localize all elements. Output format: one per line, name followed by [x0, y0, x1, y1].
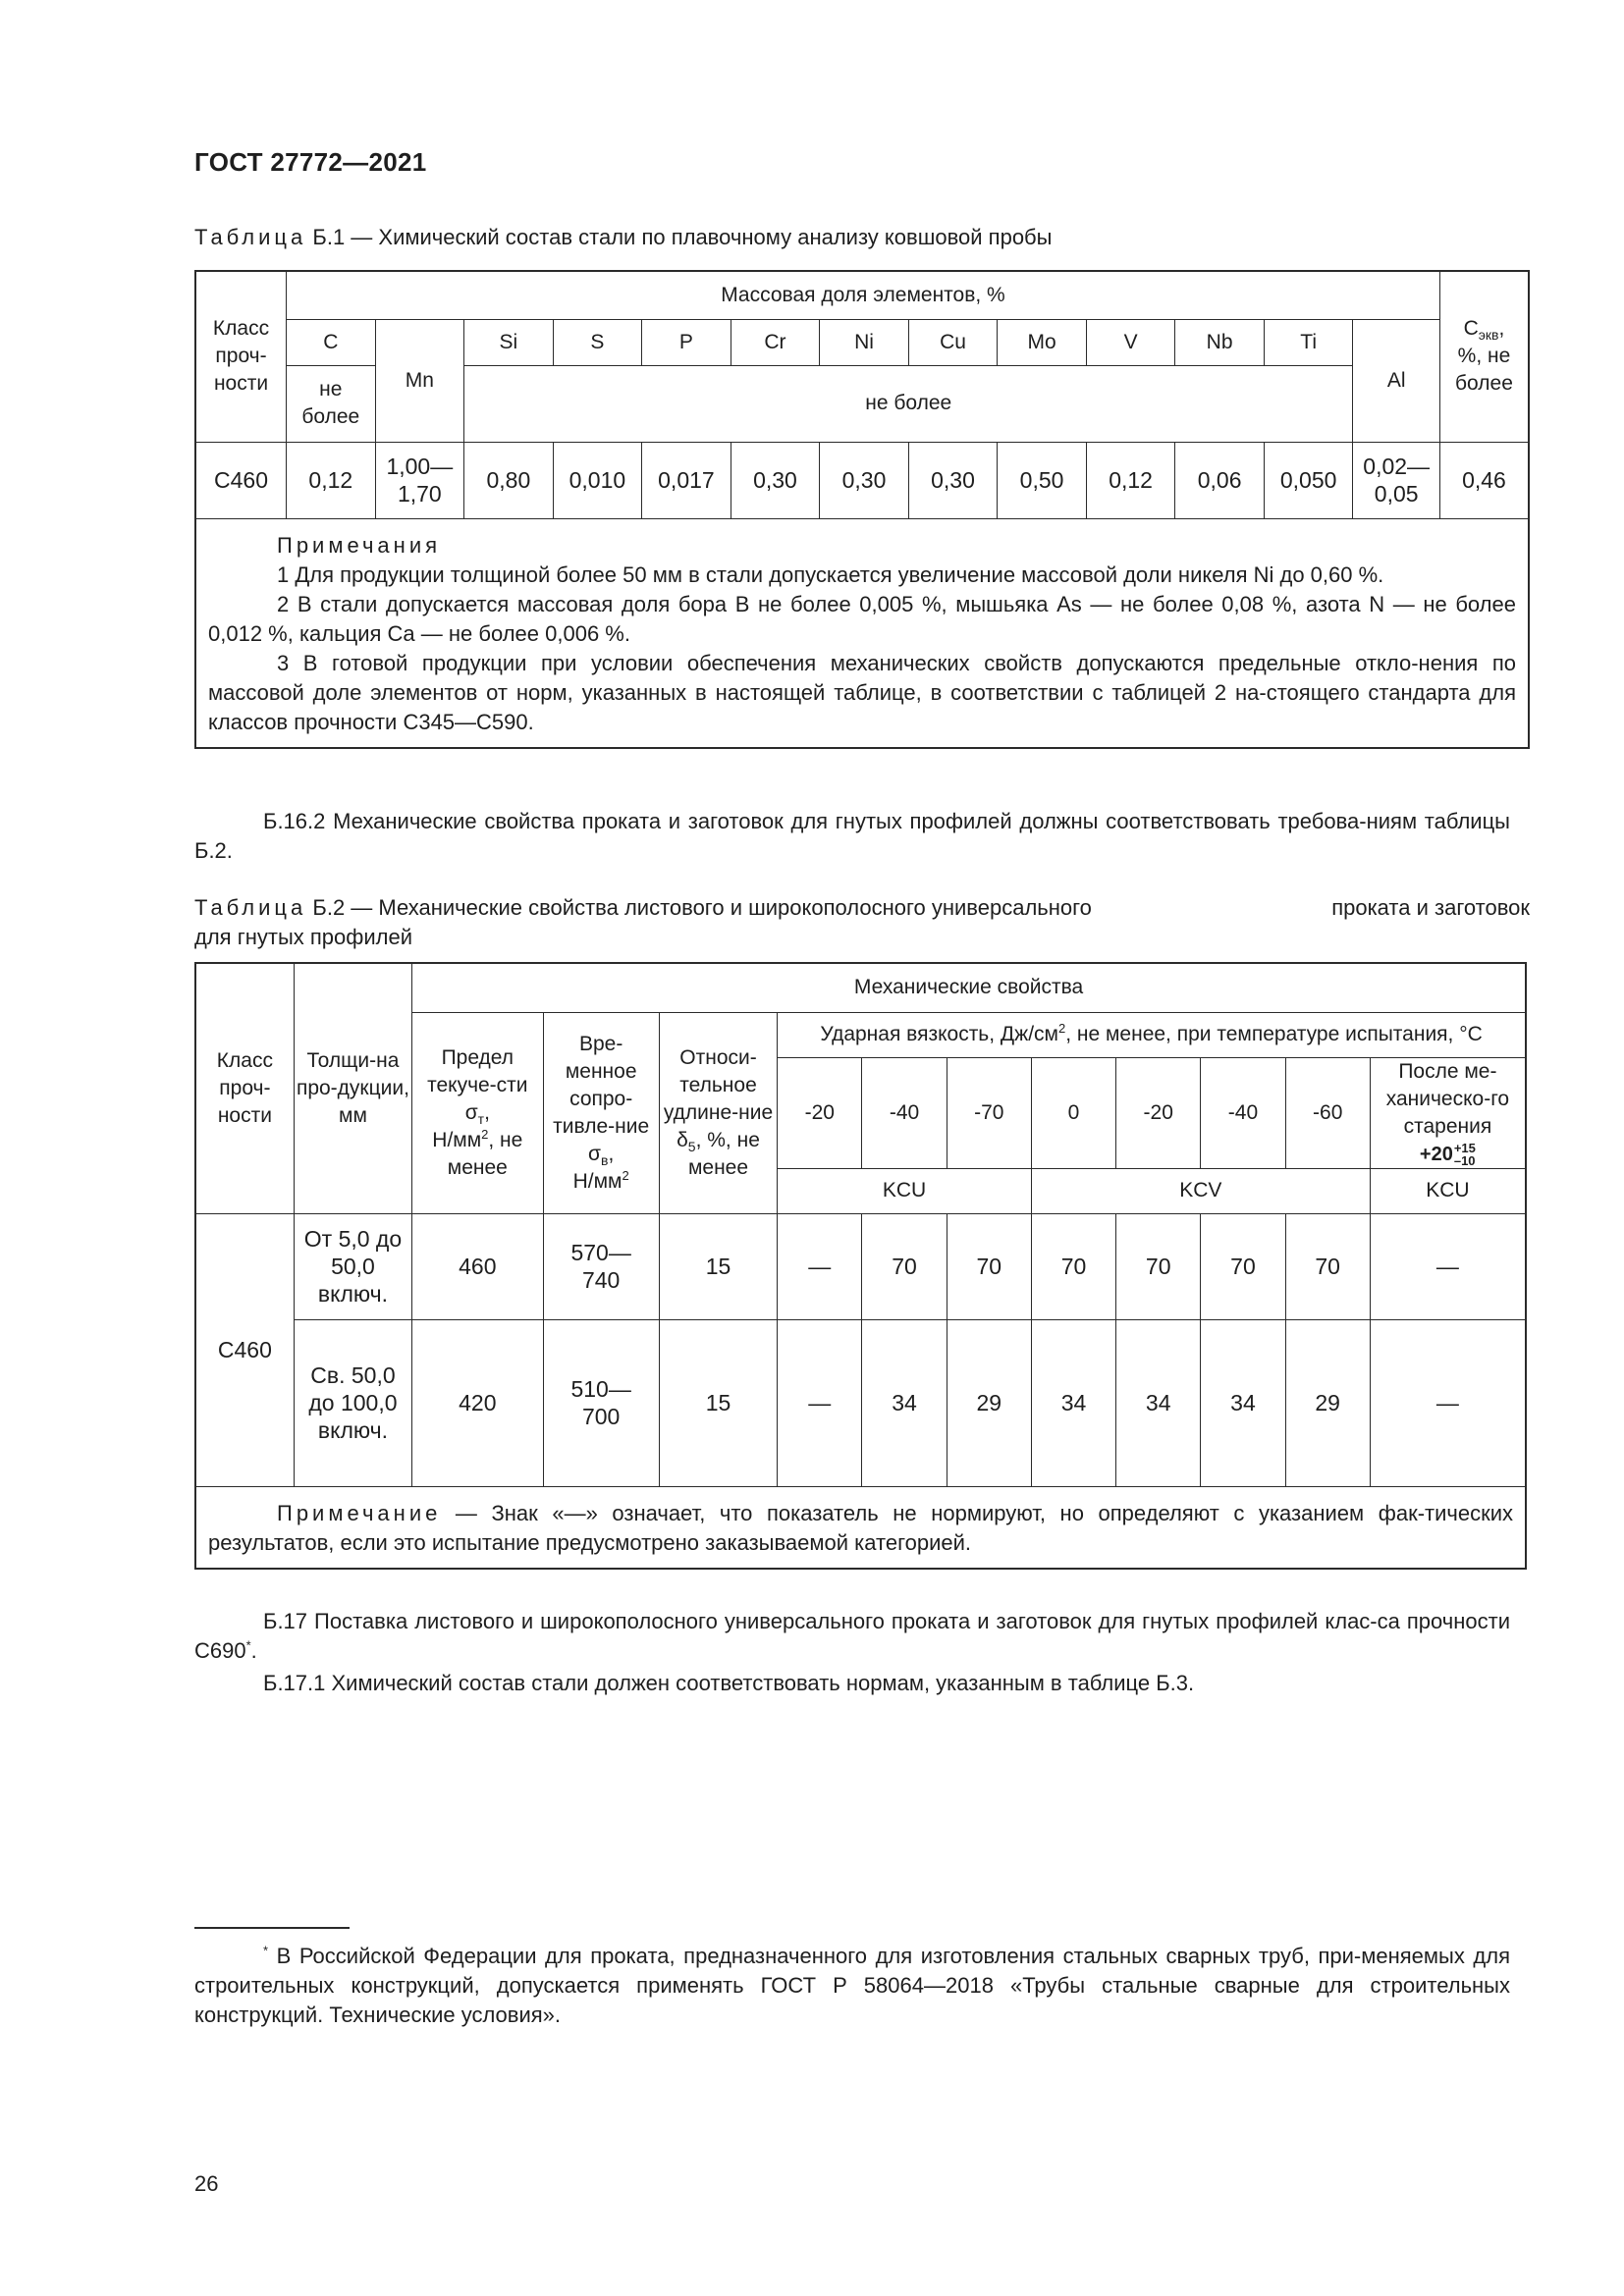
table1-cell-v: 0,12: [1086, 442, 1175, 518]
table2-cell-tensile: 570— 740: [543, 1213, 659, 1319]
table1-cell-p: 0,017: [642, 442, 731, 518]
table2-cell-impact: 34: [862, 1319, 947, 1486]
table2-temp-kcv-minus20: -20: [1116, 1057, 1201, 1168]
table1-caption-text: Б.1 — Химический состав стали по плавочному анализу ковшовой пробы: [312, 225, 1053, 249]
table-row: [195, 1213, 1526, 1319]
table1-note-1: 1 Для продукции толщиной более 50 мм в стали допускается увеличение массовой доли никеля Ni до 0,60 %.: [277, 561, 1384, 587]
table1-col-cr: Cr: [731, 319, 820, 365]
table1-row-class: С460: [195, 442, 287, 518]
table1-caption: [194, 223, 1052, 252]
page-number: 26: [194, 2171, 219, 2196]
table2-cell-impact: 70: [862, 1213, 947, 1319]
table1-cell-c: 0,12: [287, 442, 376, 518]
table2-col-tensile: Вре-менное сопро-тивле-ние $\sigma_в$, $Н/мм^2$: [543, 1012, 659, 1213]
table2-temp-kcv-minus40: -40: [1201, 1057, 1285, 1168]
table2-row-class: С460: [195, 1213, 294, 1486]
table2-caption-word: Таблица: [194, 895, 307, 920]
table2-mechanical-properties: [194, 962, 1527, 1570]
table2-cell-impact: 70: [1031, 1213, 1115, 1319]
table2-cell-thickness: От 5,0 до 50,0 включ.: [294, 1213, 411, 1319]
table1-col-al: Al: [1353, 319, 1440, 442]
table1-not-more: не более: [464, 365, 1353, 442]
table1-note-3: 3 В готовой продукции при условии обеспечения механических свойств допускаются предельные откло-нения по массовой доле элементов от норм, указанных в настоящей таблице, в соответствии с таблицей 2 на-стоящего стандарта для классов прочности С345—С590.: [208, 650, 1516, 734]
table1-note-2: 2 В стали допускается массовая доля бора B не более 0,005 %, мышьяка As — не более 0,08 %, азота N — не более 0,012 %, кальция Ca — не более 0,006 %.: [208, 591, 1516, 646]
footnote: * В Российской Федерации для проката, предназначенного для изготовления стальных сварных труб, при-меняемых для строительных конструкций, допускается применять ГОСТ Р 58064—2018 «Трубы стальные сварные для строительных конструкций. Технические условия».: [194, 1943, 1510, 2027]
table2-cell-impact: 70: [1201, 1213, 1285, 1319]
footnote-marker: *: [245, 1637, 251, 1653]
table1-col-c: C: [287, 319, 376, 365]
table1-col-nb: Nb: [1175, 319, 1265, 365]
table2-cell-impact: —: [1370, 1213, 1526, 1319]
table2-temp-kcu-minus20: -20: [778, 1057, 862, 1168]
table2-cell-tensile: 510— 700: [543, 1319, 659, 1486]
table1-col-p: P: [642, 319, 731, 365]
table1-col-ti: Ti: [1264, 319, 1353, 365]
table2-cell-impact: —: [778, 1213, 862, 1319]
table2-col-aging: После ме-ханическо-го старения +20+15 –10: [1370, 1057, 1526, 1168]
table2-caption-text: Б.2 — Механические свойства листового и широкополосного универсального: [312, 895, 1092, 920]
table1-col-s: S: [553, 319, 642, 365]
table1-cell-ti: 0,050: [1264, 442, 1353, 518]
table2-cell-impact: 29: [947, 1319, 1031, 1486]
table1-col-class: Класс проч-ности: [195, 271, 287, 442]
table2-cell-elongation: 15: [659, 1319, 777, 1486]
table2-cell-impact: 34: [1201, 1319, 1285, 1486]
table1-col-si: Si: [464, 319, 554, 365]
table1-group-header: Массовая доля элементов, %: [287, 271, 1440, 319]
table2-group-header: Механические свойства: [412, 963, 1526, 1012]
table2-note-word: Примечание: [277, 1500, 442, 1525]
table2-cell-thickness: Св. 50,0 до 100,0 включ.: [294, 1319, 411, 1486]
table2-cell-yield: 420: [412, 1319, 543, 1486]
table1-c-not-more: не более: [287, 365, 376, 442]
paragraph-b17-1: Б.17.1 Химический состав стали должен соответствовать нормам, указанным в таблице Б.3.: [263, 1671, 1195, 1695]
table2-col-yield: Предел текуче-сти $\sigma_т$, $Н/мм^2$, не менее: [412, 1012, 543, 1213]
table1-cell-cu: 0,30: [908, 442, 998, 518]
table2-cell-impact: —: [1370, 1319, 1526, 1486]
table2-cell-impact: —: [778, 1319, 862, 1486]
table2-cell-yield: 460: [412, 1213, 543, 1319]
table1-cell-al: 0,02— 0,05: [1353, 442, 1440, 518]
table1-cell-si: 0,80: [464, 442, 554, 518]
table2-cell-impact: 70: [1116, 1213, 1201, 1319]
table2-cell-elongation: 15: [659, 1213, 777, 1319]
table2-temp-kcv-minus60: -60: [1285, 1057, 1370, 1168]
table1-cell-nb: 0,06: [1175, 442, 1265, 518]
table2-cell-impact: 70: [947, 1213, 1031, 1319]
document-header: ГОСТ 27772—2021: [194, 147, 427, 177]
paragraph-b17: Б.17 Поставка листового и широкополосного универсального проката и заготовок для гнутых профилей клас-са прочности С690*.: [194, 1609, 1510, 1663]
table2-cell-impact: 29: [1285, 1319, 1370, 1486]
table1-notes: [195, 518, 1529, 748]
table1-cell-mo: 0,50: [998, 442, 1087, 518]
table1-col-ceq: $С_{экв}$, %, не более: [1439, 271, 1529, 442]
paragraph-b16-2: Б.16.2 Механические свойства проката и заготовок для гнутых профилей должны соответствовать требова-ниям таблицы Б.2.: [194, 809, 1510, 863]
table2-impact-header: Ударная вязкость, $Дж/см^2$, не менее, при температуре испытания, °С: [778, 1012, 1526, 1057]
table1-col-mo: Mo: [998, 319, 1087, 365]
table2-temp-kcv-0: 0: [1031, 1057, 1115, 1168]
table2-kcu-aging-label: KCU: [1370, 1168, 1526, 1213]
table1-caption-word: Таблица: [194, 225, 307, 249]
table2-col-class: Класс проч-ности: [195, 963, 294, 1213]
table2-caption: [194, 893, 1530, 952]
table2-caption-text-2: для гнутых профилей: [194, 925, 413, 949]
table2-note: [195, 1486, 1526, 1569]
table2-note-text: — Знак «—» означает, что показатель не нормируют, но определяют с указанием фак-тических результатов, если это испытание предусмотрено заказываемой категорией.: [208, 1500, 1513, 1555]
table2-temp-kcu-minus70: -70: [947, 1057, 1031, 1168]
table1-cell-ni: 0,30: [820, 442, 909, 518]
table2-cell-impact: 34: [1116, 1319, 1201, 1486]
table1-col-mn: Mn: [375, 319, 464, 442]
table2-col-elongation: Относи-тельное удлине-ние $\delta_5$, %, не менее: [659, 1012, 777, 1213]
footnote-separator: [194, 1927, 350, 1929]
table-row: [195, 1319, 1526, 1486]
table1-col-ni: Ni: [820, 319, 909, 365]
table2-kcu-label: KCU: [778, 1168, 1032, 1213]
table1-cell-ceq: 0,46: [1439, 442, 1529, 518]
table1-cell-cr: 0,30: [731, 442, 820, 518]
table2-kcv-label: KCV: [1031, 1168, 1370, 1213]
table1-chemical-composition: [194, 270, 1530, 749]
table2-cell-impact: 34: [1031, 1319, 1115, 1486]
table2-col-thickness: Толщи-на про-дукции, мм: [294, 963, 411, 1213]
table1-cell-s: 0,010: [553, 442, 642, 518]
table1-col-v: V: [1086, 319, 1175, 365]
table2-cell-impact: 70: [1285, 1213, 1370, 1319]
table1-notes-title: Примечания: [277, 532, 442, 558]
table2-temp-kcu-minus40: -40: [862, 1057, 947, 1168]
table1-col-cu: Cu: [908, 319, 998, 365]
table1-cell-mn: 1,00— 1,70: [375, 442, 464, 518]
table2-caption-text-end: проката и заготовок: [1331, 895, 1530, 920]
